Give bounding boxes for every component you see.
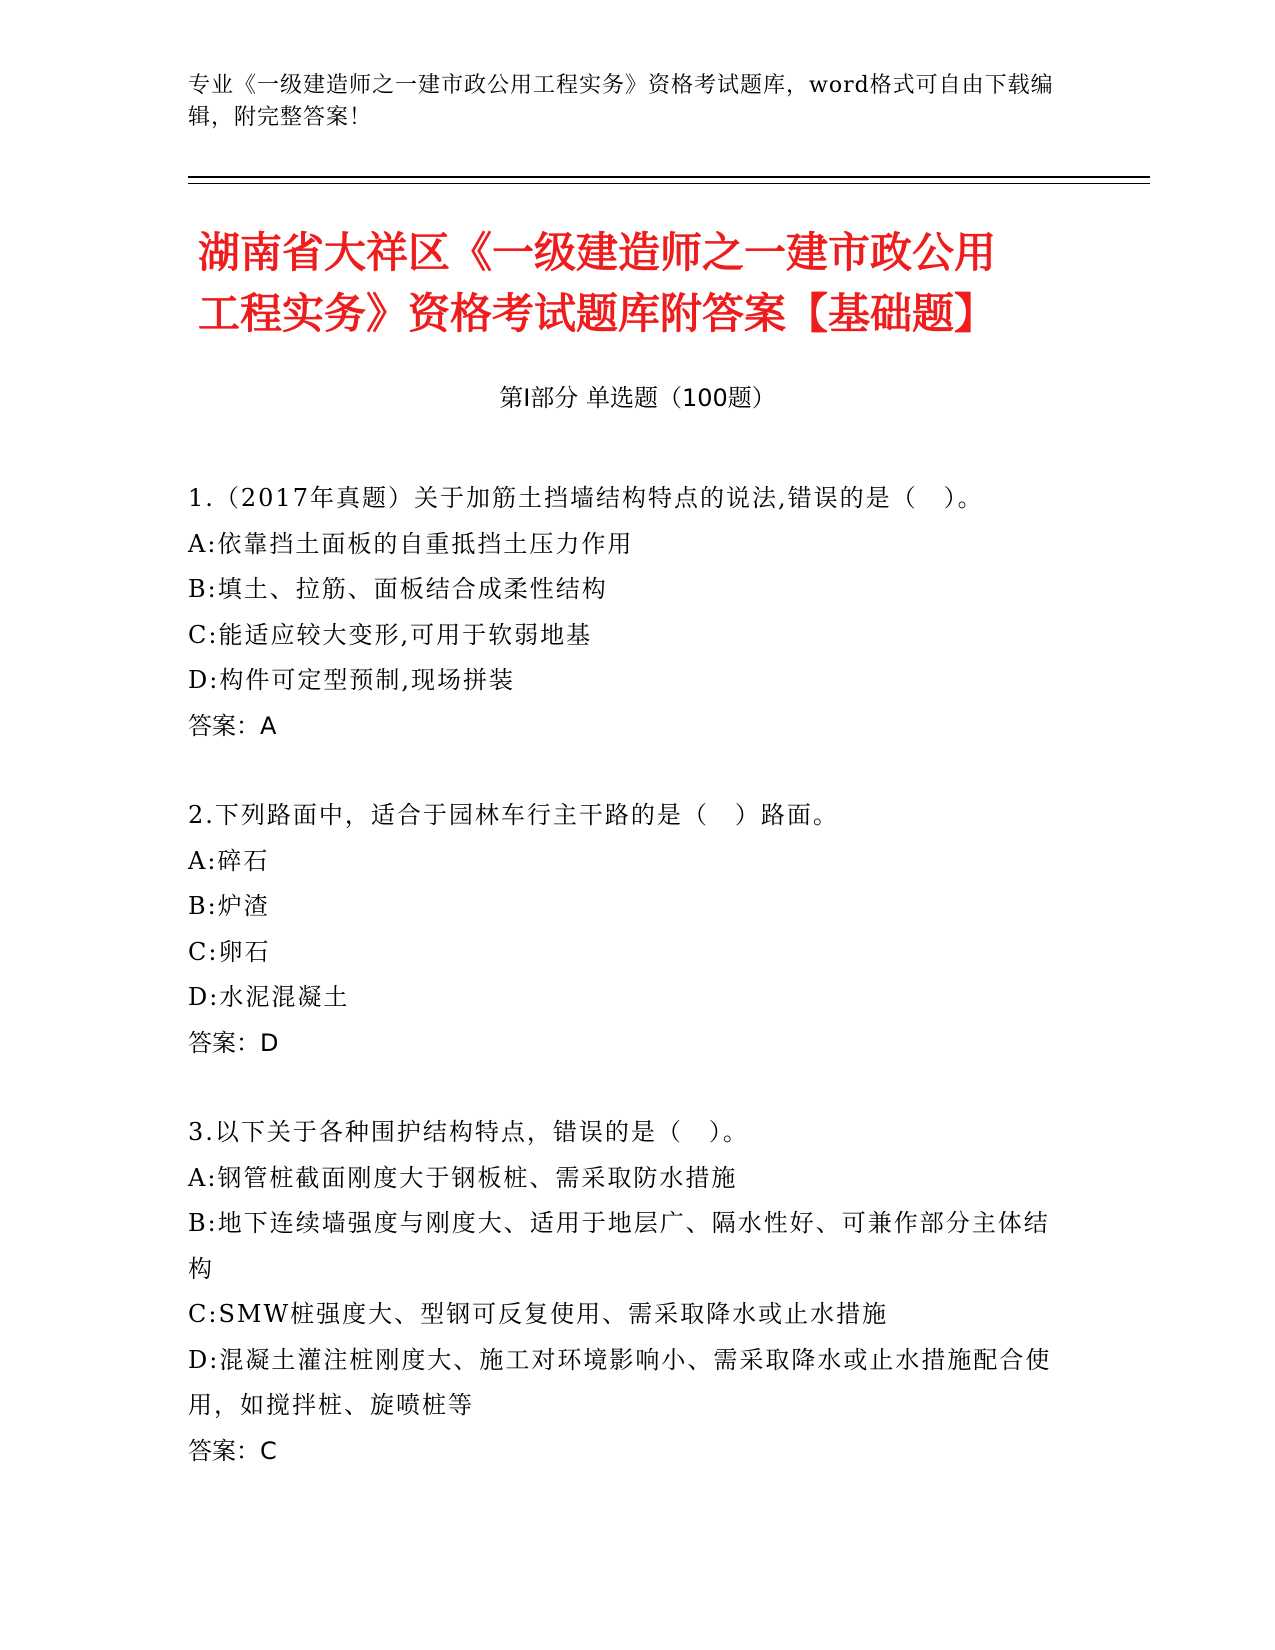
document-title bbox=[198, 222, 1098, 344]
question-stem: 2.下列路面中，适合于园林车行主干路的是（ ）路面。 bbox=[188, 801, 839, 829]
option-a: A:钢管桩截面刚度大于钢板桩、需采取防水措施 bbox=[188, 1163, 738, 1192]
option-b: B:填土、拉筋、面板结合成柔性结构 bbox=[188, 575, 608, 603]
option-c: C:SMW桩强度大、型钢可反复使用、需采取降水或止水措施 bbox=[188, 1300, 889, 1328]
option-d: D:水泥混凝土 bbox=[188, 983, 350, 1011]
answer-label: 答案： bbox=[188, 1436, 260, 1465]
answer-line bbox=[188, 1021, 1068, 1067]
section-title: 第I部分 单选题（100题） bbox=[499, 384, 776, 412]
answer-label: 答案： bbox=[188, 711, 260, 740]
header-divider-thin bbox=[188, 183, 1150, 184]
option-a: A:碎石 bbox=[188, 846, 270, 875]
document-title-line-2: 工程实务》资格考试题库附答案【基础题】 bbox=[198, 289, 997, 338]
option-d: D:混凝土灌注桩刚度大、施工对环境影响小、需采取降水或止水措施配合使用，如搅拌桩、旋喷桩等 bbox=[188, 1345, 1052, 1419]
answer-line bbox=[188, 704, 1068, 750]
document-title-line-1: 湖南省大祥区《一级建造师之一建市政公用 bbox=[198, 228, 997, 277]
answer-value: C bbox=[260, 1436, 277, 1465]
answer-label: 答案： bbox=[188, 1028, 260, 1057]
question-2 bbox=[188, 793, 1068, 1066]
header-note: 专业《一级建造师之一建市政公用工程实务》资格考试题库，word格式可自由下载编辑，附完整答案！ bbox=[188, 73, 1054, 130]
question-stem: 1.（2017年真题）关于加筋土挡墙结构特点的说法,错误的是（ ）。 bbox=[188, 484, 984, 512]
answer-line bbox=[188, 1429, 1068, 1475]
header-divider-thick bbox=[188, 176, 1150, 178]
option-c: C:能适应较大变形,可用于软弱地基 bbox=[188, 620, 593, 649]
option-a: A:依靠挡土面板的自重抵挡土压力作用 bbox=[188, 529, 634, 558]
option-b: B:地下连续墙强度与刚度大、适用于地层广、隔水性好、可兼作部分主体结构 bbox=[188, 1209, 1050, 1283]
answer-value: D bbox=[260, 1028, 279, 1057]
question-3 bbox=[188, 1110, 1068, 1474]
question-1 bbox=[188, 476, 1068, 749]
option-c: C:卵石 bbox=[188, 937, 271, 966]
answer-value: A bbox=[260, 711, 277, 740]
question-stem: 3.以下关于各种围护结构特点，错误的是（ ）。 bbox=[188, 1118, 749, 1146]
option-b: B:炉渣 bbox=[188, 892, 270, 920]
option-d: D:构件可定型预制,现场拼装 bbox=[188, 666, 515, 694]
